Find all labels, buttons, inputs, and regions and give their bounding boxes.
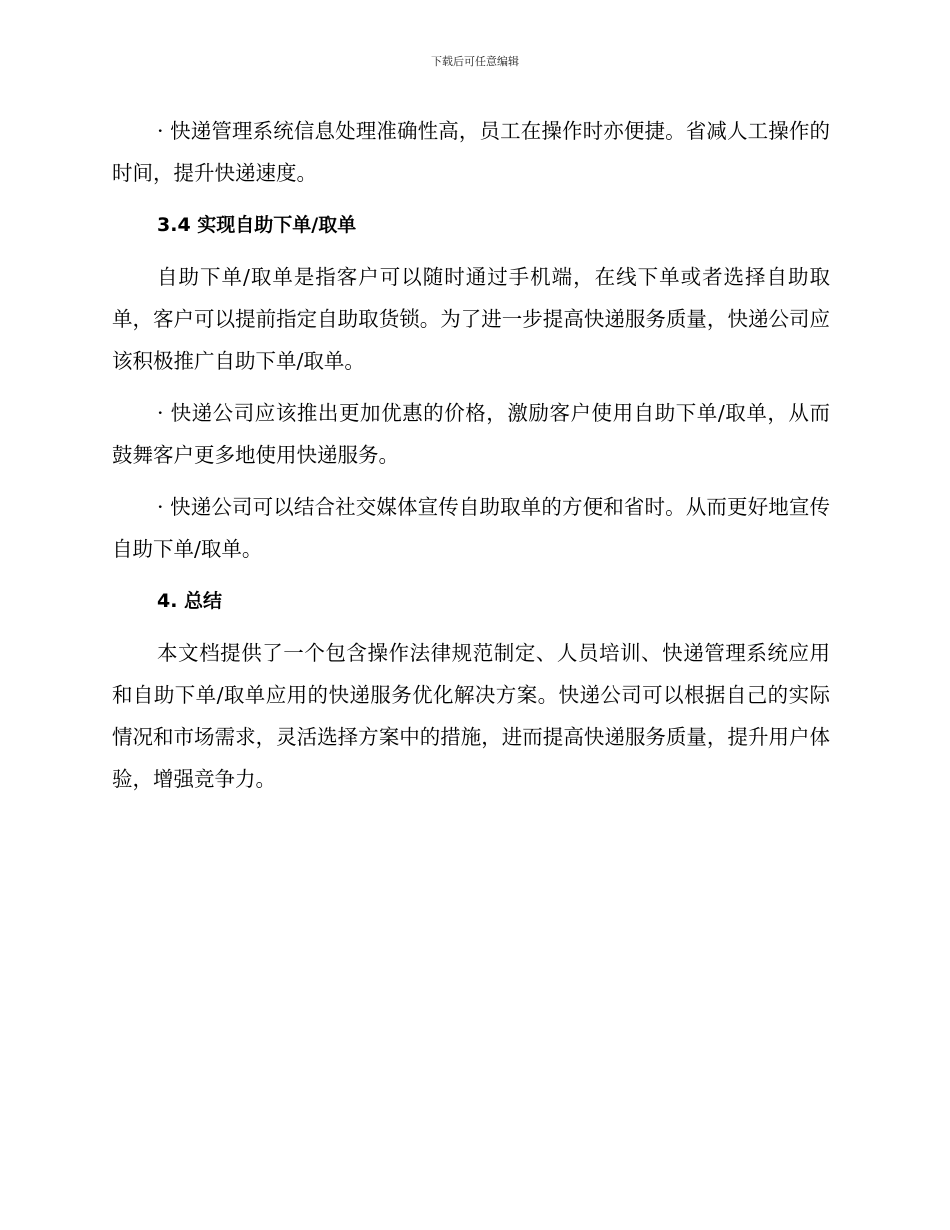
paragraph-gap — [112, 382, 830, 392]
bullet-paragraph-social: · 快递公司可以结合社交媒体宣传自助取单的方便和省时。从而更好地宣传自助下单/取单。 — [112, 495, 830, 561]
paragraph-gap — [112, 570, 830, 580]
paragraph-gap — [112, 622, 830, 632]
paragraph-gap — [112, 476, 830, 486]
paragraph-gap — [112, 246, 830, 256]
section-heading-4: 4. 总结 — [157, 590, 223, 612]
document-body — [112, 110, 830, 800]
paragraph-summary: 本文档提供了一个包含操作法律规范制定、人员培训、快递管理系统应用和自助下单/取单应用的快递服务优化解决方案。快递公司可以根据自己的实际情况和市场需求，灵活选择方案中的措施，进而提高快递服务质量，提升用户体验，增强竞争力。 — [112, 641, 830, 791]
page-header: 下载后可任意编辑 — [431, 55, 519, 68]
section-heading-3-4: 3.4 实现自助下单/取单 — [157, 214, 357, 236]
paragraph-self-service: 自助下单/取单是指客户可以随时通过手机端，在线下单或者选择自助取单，客户可以提前指定自助取货锁。为了进一步提高快递服务质量，快递公司应该积极推广自助下单/取单。 — [112, 265, 830, 373]
paragraph-gap — [112, 194, 830, 204]
bullet-paragraph-system: · 快递管理系统信息处理准确性高，员工在操作时亦便捷。省减人工操作的时间，提升快递速度。 — [112, 119, 830, 185]
bullet-paragraph-discount: · 快递公司应该推出更加优惠的价格，激励客户使用自助下单/取单，从而鼓舞客户更多地使用快递服务。 — [112, 401, 830, 467]
